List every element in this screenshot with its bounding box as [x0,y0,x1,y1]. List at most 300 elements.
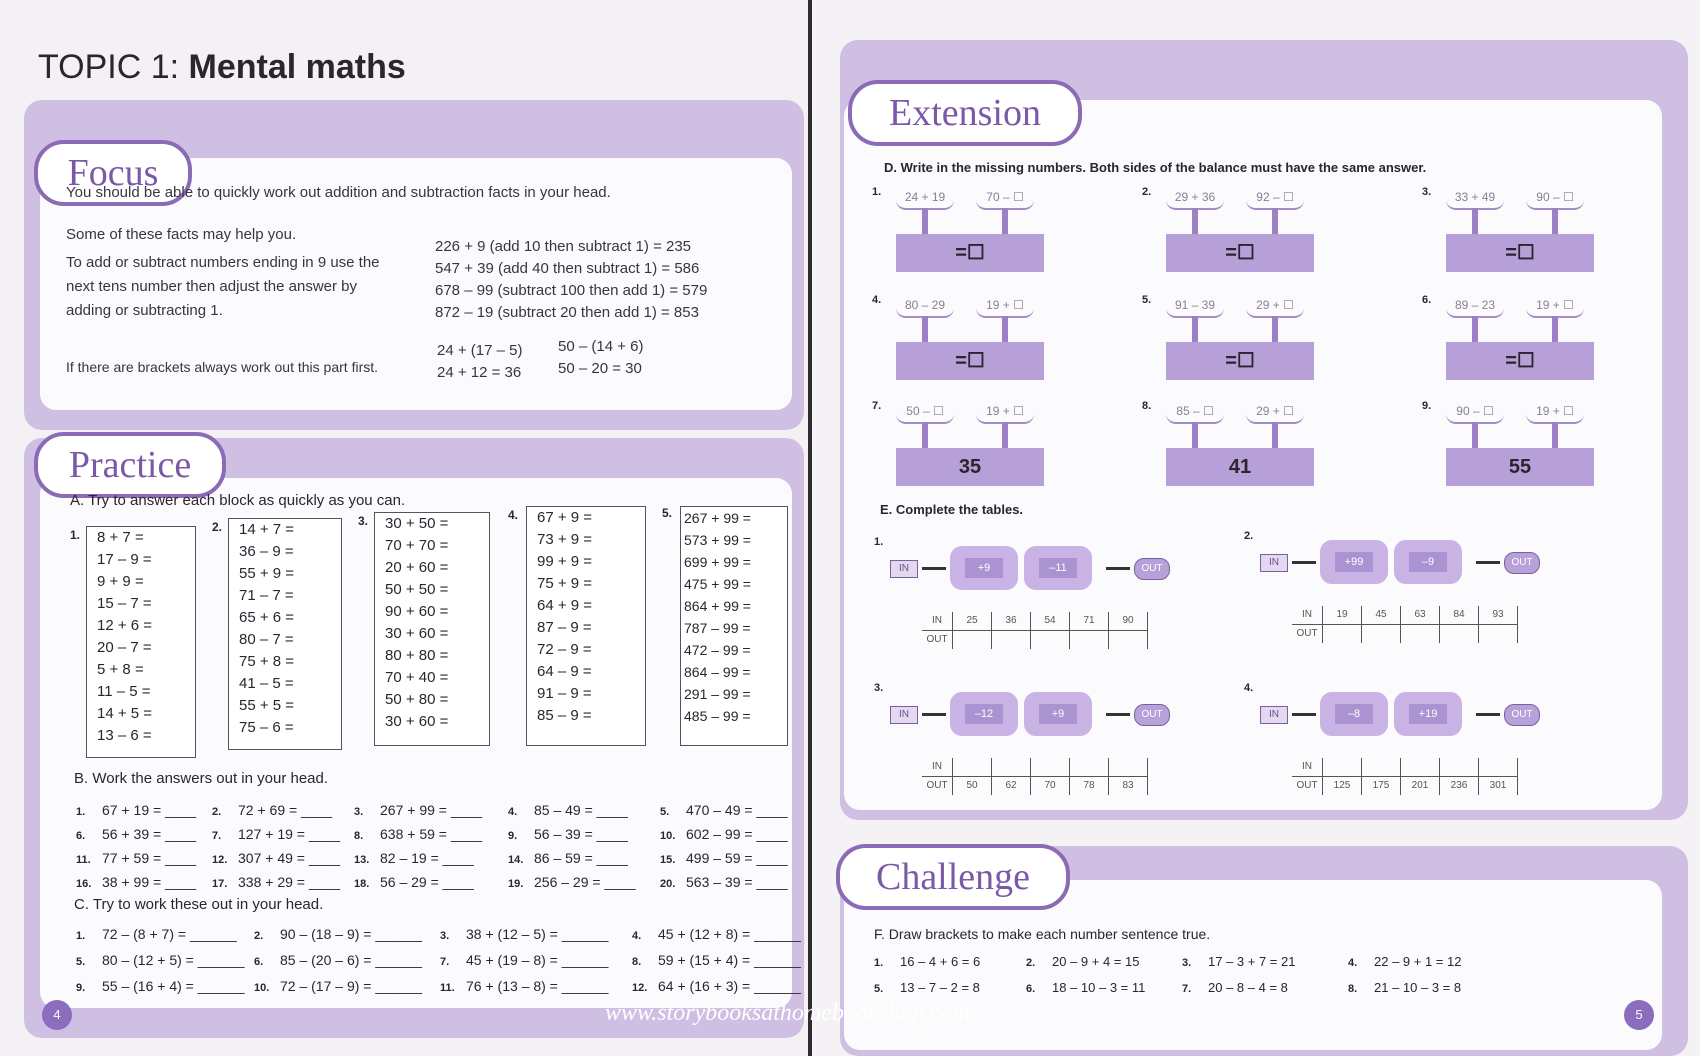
machine-table [1292,758,1518,795]
balance-number: 1. [872,186,882,198]
question-text: 72 – (17 – 9) = ______ [280,978,423,994]
balance-left: 24 + 19 [896,186,954,210]
balance-post [1002,316,1008,342]
question-number: 13. [354,854,370,866]
block-5-item: 573 + 99 = [684,532,751,548]
balance-post [1272,208,1278,234]
question-number: 6. [1026,983,1036,995]
table-cell [992,758,1031,776]
block-2-item: 65 + 6 = [239,609,295,626]
balance [896,186,1046,276]
question-number: 11. [440,982,455,994]
practice-b-heading: B. Work the answers out in your head. [74,770,329,787]
block-1 [86,526,196,758]
balance-base: 41 [1166,448,1314,486]
table-cell: 71 [1070,612,1109,630]
table-row [922,777,1148,795]
table-row [922,612,1148,631]
focus-example-3: 678 – 99 (subtract 100 then add 1) = 579 [435,282,708,299]
question-text: 72 + 69 = ____ [238,802,333,818]
table-cell: 25 [953,612,992,630]
question-number: 2. [212,806,222,818]
balance-left: 91 – 39 [1166,294,1224,318]
block-3 [374,512,490,746]
function-machine [1252,686,1572,742]
question-text: 499 – 59 = ____ [686,850,788,866]
question-text: 20 – 9 + 4 = 15 [1052,954,1140,969]
balance-post [922,422,928,448]
table-cell [1070,631,1109,649]
table-row [922,758,1148,777]
block-4-item: 64 – 9 = [537,663,592,680]
b-question [76,826,196,842]
block-3-item: 50 + 80 = [385,691,449,708]
table-cell [1070,758,1109,776]
balance-right: 19 + ☐ [1526,294,1584,318]
block-2-item: 75 + 8 = [239,653,295,670]
balance [1166,186,1316,276]
machine-out: OUT [1134,704,1170,726]
machine-op: +9 [1039,704,1077,724]
question-number: 10. [254,982,270,994]
block-1-item: 15 – 7 = [97,595,152,612]
block-3-item: 30 + 50 = [385,515,449,532]
extension-label: Extension [848,80,1082,146]
question-text: 13 – 7 – 2 = 8 [900,980,980,995]
balance-number: 5. [1142,294,1152,306]
bracket-example-3: 50 – (14 + 6) [558,338,644,355]
c-question [254,952,422,968]
balance-left: 50 – ☐ [896,400,954,424]
b-question [508,802,628,818]
machine-unit [1024,692,1092,736]
question-text: 18 – 10 – 3 = 11 [1052,980,1146,995]
question-text: 307 + 49 = ____ [238,850,340,866]
page-number-left: 4 [42,1000,72,1030]
question-number: 6. [76,830,86,842]
balance-post [1272,316,1278,342]
machine-in: IN [890,706,918,724]
block-1-item: 17 – 9 = [97,551,152,568]
question-text: 21 – 10 – 3 = 8 [1374,980,1462,995]
question-number: 3. [354,806,364,818]
question-text: 20 – 8 – 4 = 8 [1208,980,1288,995]
question-number: 16. [76,878,92,890]
focus-line-2: Some of these facts may help you. [66,226,297,243]
block-4-item: 75 + 9 = [537,575,593,592]
balance-right: 29 + ☐ [1246,400,1304,424]
b-question [660,802,788,818]
block-2-item: 36 – 9 = [239,543,294,560]
f-question [1182,954,1295,969]
block-3-item: 70 + 70 = [385,537,449,554]
b-question [354,802,482,818]
table-cell: OUT [1292,777,1323,795]
table-cell [1323,625,1362,643]
question-number: 8. [1348,983,1358,995]
question-text: 38 + 99 = ____ [102,874,197,890]
balance-number: 3. [1422,186,1432,198]
question-text: 338 + 29 = ____ [238,874,340,890]
bracket-example-1: 24 + (17 – 5) [437,342,523,359]
table-row [922,631,1148,649]
focus-tip-3: adding or subtracting 1. [66,302,223,319]
b-question [508,850,628,866]
question-number: 7. [212,830,222,842]
table-cell [1362,758,1401,776]
block-4-item: 99 + 9 = [537,553,593,570]
balance-number: 8. [1142,400,1152,412]
question-text: 67 + 19 = ____ [102,802,197,818]
block-4-item: 64 + 9 = [537,597,593,614]
machine-unit [1320,540,1388,584]
table-cell: 45 [1362,606,1401,624]
practice-a-heading: A. Try to answer each block as quickly as you can. [70,492,406,509]
table-cell: OUT [922,631,953,649]
balance-right: 92 – ☐ [1246,186,1304,210]
question-text: 563 – 39 = ____ [686,874,788,890]
f-question [1026,954,1139,969]
page-number-right: 5 [1624,1000,1654,1030]
table-row [1292,606,1518,625]
b-question [212,850,340,866]
balance-left: 80 – 29 [896,294,954,318]
balance-post [1472,316,1478,342]
left-page [0,0,808,1056]
block-1-item: 11 – 5 = [97,683,151,700]
b-question [660,874,788,890]
question-number: 2. [1026,957,1036,969]
balance-post [1472,208,1478,234]
c-question [440,952,608,968]
question-text: 90 – (18 – 9) = ______ [280,926,423,942]
balance-base: =☐ [896,234,1044,272]
b-question [212,802,332,818]
b-question [212,826,340,842]
block-1-item: 5 + 8 = [97,661,144,678]
block-2-item: 14 + 7 = [239,521,295,538]
machine-table [922,612,1148,649]
table-cell [1479,625,1518,643]
machine-number: 3. [874,682,884,694]
b-question [354,826,482,842]
focus-example-2: 547 + 39 (add 40 then subtract 1) = 586 [435,260,700,277]
block-2-item: 41 – 5 = [239,675,294,692]
table-cell: 78 [1070,777,1109,795]
block-3-item: 50 + 50 = [385,581,449,598]
watermark: www.storybooksathomebookshop.com [605,1000,970,1026]
table-cell: 62 [992,777,1031,795]
question-number: 11. [76,854,91,866]
f-question [874,980,980,995]
question-number: 3. [440,930,450,942]
question-text: 56 + 39 = ____ [102,826,197,842]
table-cell: OUT [1292,625,1323,643]
block-4-item: 73 + 9 = [537,531,593,548]
c-question [632,952,801,968]
b-question [660,850,788,866]
table-cell: 175 [1362,777,1401,795]
b-question [212,874,340,890]
b-question [508,826,628,842]
block-1-item: 20 – 7 = [97,639,152,656]
block-3-item: 30 + 60 = [385,713,449,730]
machine-op: –9 [1409,552,1447,572]
question-text: 56 – 39 = ____ [534,826,628,842]
question-number: 7. [1182,983,1192,995]
question-text: 17 – 3 + 7 = 21 [1208,954,1296,969]
b-question [76,850,196,866]
machine-unit [1024,546,1092,590]
question-text: 85 – 49 = ____ [534,802,628,818]
machine-op: –11 [1039,558,1077,578]
table-cell: 36 [992,612,1031,630]
table-cell: 63 [1401,606,1440,624]
balance-post [1192,208,1198,234]
question-number: 14. [508,854,524,866]
machine-unit [950,692,1018,736]
block-2-item: 75 – 6 = [239,719,294,736]
table-cell [1401,758,1440,776]
arrow-icon [1476,713,1500,716]
balance-left: 29 + 36 [1166,186,1224,210]
balance-base: =☐ [1446,234,1594,272]
c-question [440,978,608,994]
question-text: 59 + (15 + 4) = ______ [658,952,801,968]
machine-number: 2. [1244,530,1254,542]
balance-left: 89 – 23 [1446,294,1504,318]
balance-left: 85 – ☐ [1166,400,1224,424]
extension-d-heading: D. Write in the missing numbers. Both sides of the balance must have the same answer. [884,160,1427,175]
block-1-item: 14 + 5 = [97,705,153,722]
question-text: 86 – 59 = ____ [534,850,628,866]
question-text: 45 + (19 – 8) = ______ [466,952,609,968]
machine-out: OUT [1504,704,1540,726]
table-cell: IN [1292,758,1323,776]
balance-post [1272,422,1278,448]
question-number: 7. [440,956,450,968]
table-cell [1031,758,1070,776]
table-cell [1479,758,1518,776]
table-cell [1401,625,1440,643]
focus-label: Focus [34,140,192,206]
machine-in: IN [1260,554,1288,572]
balance-base: =☐ [896,342,1044,380]
block-5-item: 485 – 99 = [684,708,751,724]
question-text: 55 – (16 + 4) = ______ [102,978,245,994]
balance-right: 19 + ☐ [1526,400,1584,424]
question-text: 56 – 29 = ____ [380,874,474,890]
machine-table [922,758,1148,795]
c-question [254,978,422,994]
balance-number: 6. [1422,294,1432,306]
block-4 [526,506,646,746]
question-text: 38 + (12 – 5) = ______ [466,926,609,942]
balance-right: 70 – ☐ [976,186,1034,210]
arrow-icon [1106,567,1130,570]
question-text: 85 – (20 – 6) = ______ [280,952,423,968]
table-cell: 236 [1440,777,1479,795]
question-text: 267 + 99 = ____ [380,802,482,818]
c-question [632,978,801,994]
focus-tip-2: next tens number then adjust the answer by [66,278,358,295]
focus-example-1: 226 + 9 (add 10 then subtract 1) = 235 [435,238,692,255]
machine-out: OUT [1134,558,1170,580]
f-question [1348,980,1461,995]
question-text: 22 – 9 + 1 = 12 [1374,954,1462,969]
balance-number: 4. [872,294,882,306]
table-cell: 54 [1031,612,1070,630]
question-number: 5. [660,806,670,818]
c-question [254,926,422,942]
table-cell: 83 [1109,777,1148,795]
block-3-item: 90 + 60 = [385,603,449,620]
table-cell [953,758,992,776]
table-row [1292,625,1518,643]
table-row [1292,777,1518,795]
question-text: 72 – (8 + 7) = ______ [102,926,237,942]
balance-post [922,316,928,342]
question-number: 5. [76,956,86,968]
block-3-item: 30 + 60 = [385,625,449,642]
c-question [76,952,244,968]
balance-number: 9. [1422,400,1432,412]
challenge-label: Challenge [836,844,1070,910]
table-cell [992,631,1031,649]
table-cell [1440,625,1479,643]
machine-op: +99 [1335,552,1373,572]
balance-post [1552,422,1558,448]
f-question [1182,980,1288,995]
machine-in: IN [890,560,918,578]
question-text: 470 – 49 = ____ [686,802,788,818]
table-cell: 125 [1323,777,1362,795]
question-number: 4. [632,930,642,942]
practice-c-heading: C. Try to work these out in your head. [74,896,324,913]
b-question [660,826,788,842]
question-number: 1. [76,930,86,942]
machine-op: –8 [1335,704,1373,724]
block-5 [680,506,788,746]
question-number: 2. [254,930,264,942]
machine-table [1292,606,1518,643]
machine-number: 4. [1244,682,1254,694]
block-3-number: 3. [358,514,369,528]
balance-left: 33 + 49 [1446,186,1504,210]
extension-e-heading: E. Complete the tables. [880,502,1024,517]
c-question [440,926,608,942]
table-cell: 93 [1479,606,1518,624]
arrow-icon [1106,713,1130,716]
table-cell: IN [1292,606,1323,624]
c-question [632,926,801,942]
block-5-item: 472 – 99 = [684,642,751,658]
table-cell: 70 [1031,777,1070,795]
function-machine [1252,534,1572,590]
question-text: 602 – 99 = ____ [686,826,788,842]
page-title: TOPIC 1: Mental maths [38,48,406,86]
question-text: 256 – 29 = ____ [534,874,636,890]
balance-base: =☐ [1166,234,1314,272]
question-number: 6. [254,956,264,968]
table-cell [1362,625,1401,643]
table-cell: 301 [1479,777,1518,795]
balance-base: 35 [896,448,1044,486]
question-text: 45 + (12 + 8) = ______ [658,926,801,942]
question-number: 20. [660,878,676,890]
function-machine [882,686,1202,742]
block-5-item: 864 + 99 = [684,598,751,614]
question-number: 19. [508,878,524,890]
b-question [354,874,474,890]
arrow-icon [1292,561,1316,564]
question-text: 77 + 59 = ____ [102,850,197,866]
machine-unit [950,546,1018,590]
balance-post [1192,316,1198,342]
function-machine [882,540,1202,596]
brackets-note: If there are brackets always work out this part first. [66,359,379,375]
table-cell [1031,631,1070,649]
question-text: 82 – 19 = ____ [380,850,474,866]
block-1-item: 12 + 6 = [97,617,153,634]
block-1-item: 8 + 7 = [97,529,144,546]
machine-unit [1394,540,1462,584]
b-question [76,802,196,818]
balance [1446,186,1596,276]
question-text: 64 + (16 + 3) = ______ [658,978,801,994]
practice-label: Practice [34,432,226,498]
machine-in: IN [1260,706,1288,724]
question-text: 76 + (13 – 8) = ______ [466,978,609,994]
block-5-item: 475 + 99 = [684,576,751,592]
machine-number: 1. [874,536,884,548]
block-4-item: 67 + 9 = [537,509,593,526]
table-cell: 84 [1440,606,1479,624]
balance-right: 19 + ☐ [976,294,1034,318]
block-1-item: 9 + 9 = [97,573,144,590]
question-number: 1. [874,957,884,969]
block-4-item: 87 – 9 = [537,619,592,636]
balance [1446,400,1596,490]
arrow-icon [922,713,946,716]
table-cell: 50 [953,777,992,795]
block-2-item: 71 – 7 = [239,587,294,604]
balance-base: =☐ [1166,342,1314,380]
block-5-item: 699 + 99 = [684,554,751,570]
block-5-number: 5. [662,506,673,520]
block-3-item: 20 + 60 = [385,559,449,576]
balance [1166,294,1316,384]
table-cell [1440,758,1479,776]
bracket-example-4: 50 – 20 = 30 [558,360,642,377]
question-text: 638 + 59 = ____ [380,826,482,842]
question-number: 12. [632,982,648,994]
balance [896,294,1046,384]
question-number: 8. [354,830,364,842]
block-3-item: 70 + 40 = [385,669,449,686]
question-text: 127 + 19 = ____ [238,826,340,842]
question-number: 4. [508,806,518,818]
balance [1166,400,1316,490]
arrow-icon [922,567,946,570]
table-cell: IN [922,758,953,776]
machine-unit [1394,692,1462,736]
balance-post [1472,422,1478,448]
c-question [76,926,237,942]
question-number: 4. [1348,957,1358,969]
balance-post [1002,422,1008,448]
balance-right: 19 + ☐ [976,400,1034,424]
